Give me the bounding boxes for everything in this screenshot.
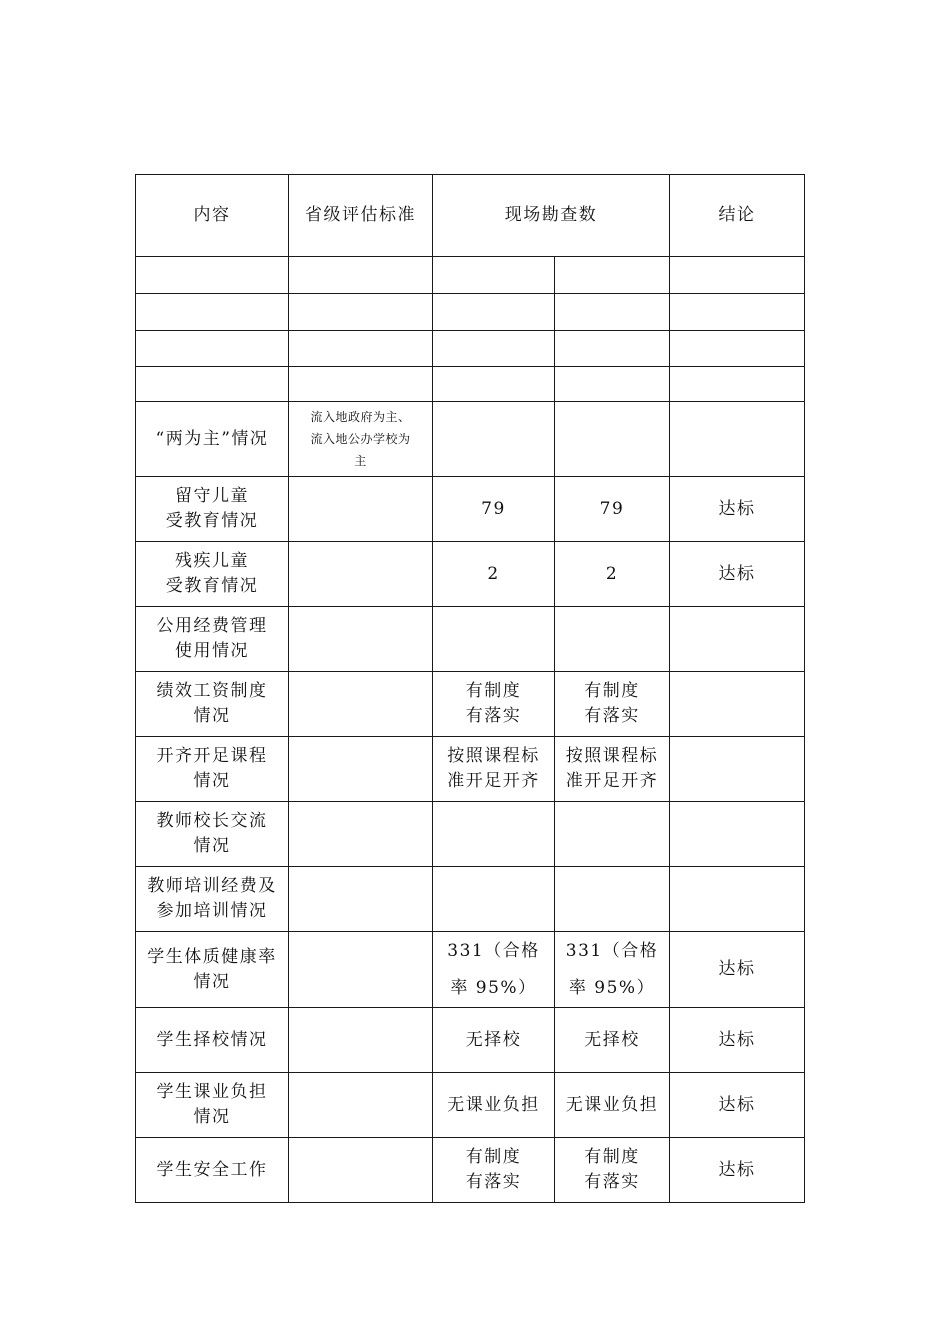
cell-onsite-2 [555, 367, 670, 402]
table-row [136, 737, 805, 802]
table-row [136, 331, 805, 367]
cell-conclusion [670, 672, 805, 737]
table-row [136, 802, 805, 867]
cell-onsite-1 [433, 257, 555, 294]
cell-standard [289, 672, 433, 737]
cell-standard [289, 737, 433, 802]
cell-content: 学生择校情况 [136, 1008, 289, 1073]
cell-onsite-1 [433, 331, 555, 367]
cell-content: 公用经费管理 使用情况 [136, 607, 289, 672]
cell-onsite-2: 有制度 有落实 [555, 1138, 670, 1203]
cell-onsite-2: 无择校 [555, 1008, 670, 1073]
cell-conclusion: 达标 [670, 1073, 805, 1138]
cell-content: 残疾儿童 受教育情况 [136, 542, 289, 607]
cell-onsite-1 [433, 867, 555, 932]
cell-standard [289, 367, 433, 402]
cell-standard [289, 257, 433, 294]
table-row [136, 932, 805, 1008]
header-conclusion: 结论 [670, 175, 805, 257]
cell-conclusion: 达标 [670, 542, 805, 607]
table-row [136, 607, 805, 672]
cell-onsite-2 [555, 331, 670, 367]
cell-content: 留守儿童 受教育情况 [136, 477, 289, 542]
cell-onsite-1 [433, 802, 555, 867]
table-row [136, 1073, 805, 1138]
cell-onsite-2: 有制度 有落实 [555, 672, 670, 737]
cell-standard [289, 802, 433, 867]
cell-standard [289, 331, 433, 367]
cell-onsite-2 [555, 867, 670, 932]
table-row [136, 294, 805, 331]
cell-onsite-2 [555, 257, 670, 294]
header-onsite-count: 现场勘查数 [433, 175, 670, 257]
table-row [136, 477, 805, 542]
cell-onsite-1: 无择校 [433, 1008, 555, 1073]
cell-content [136, 257, 289, 294]
cell-onsite-2: 2 [555, 542, 670, 607]
cell-content [136, 294, 289, 331]
table-row [136, 402, 805, 477]
cell-onsite-2: 331（合格 率 95%） [555, 932, 670, 1008]
cell-onsite-1 [433, 402, 555, 477]
cell-conclusion [670, 257, 805, 294]
cell-conclusion: 达标 [670, 1138, 805, 1203]
cell-content: 教师校长交流 情况 [136, 802, 289, 867]
cell-content: 绩效工资制度 情况 [136, 672, 289, 737]
cell-conclusion: 达标 [670, 477, 805, 542]
cell-onsite-1: 2 [433, 542, 555, 607]
cell-standard [289, 867, 433, 932]
cell-standard [289, 1073, 433, 1138]
cell-content: 教师培训经费及 参加培训情况 [136, 867, 289, 932]
cell-onsite-2: 按照课程标 准开足开齐 [555, 737, 670, 802]
table-row [136, 257, 805, 294]
cell-content [136, 331, 289, 367]
cell-content: 学生课业负担 情况 [136, 1073, 289, 1138]
cell-standard [289, 607, 433, 672]
cell-conclusion [670, 867, 805, 932]
cell-content [136, 367, 289, 402]
cell-standard [289, 1138, 433, 1203]
cell-standard [289, 932, 433, 1008]
table-row [136, 542, 805, 607]
cell-onsite-1 [433, 367, 555, 402]
cell-standard [289, 1008, 433, 1073]
cell-onsite-2 [555, 607, 670, 672]
evaluation-table [135, 174, 805, 1203]
cell-conclusion [670, 367, 805, 402]
cell-onsite-1 [433, 294, 555, 331]
cell-conclusion [670, 737, 805, 802]
cell-onsite-1: 按照课程标 准开足开齐 [433, 737, 555, 802]
table-row [136, 1008, 805, 1073]
cell-conclusion: 达标 [670, 932, 805, 1008]
cell-onsite-2 [555, 402, 670, 477]
cell-standard [289, 477, 433, 542]
cell-onsite-1 [433, 607, 555, 672]
cell-onsite-2 [555, 802, 670, 867]
cell-onsite-1: 无课业负担 [433, 1073, 555, 1138]
table-row [136, 867, 805, 932]
cell-onsite-1: 有制度 有落实 [433, 1138, 555, 1203]
cell-conclusion: 达标 [670, 1008, 805, 1073]
cell-onsite-2 [555, 294, 670, 331]
header-standard: 省级评估标准 [289, 175, 433, 257]
cell-conclusion [670, 802, 805, 867]
cell-content: 学生体质健康率 情况 [136, 932, 289, 1008]
cell-onsite-2: 无课业负担 [555, 1073, 670, 1138]
cell-onsite-1: 有制度 有落实 [433, 672, 555, 737]
cell-content: 开齐开足课程 情况 [136, 737, 289, 802]
cell-conclusion [670, 402, 805, 477]
header-row [136, 175, 805, 257]
table-row [136, 367, 805, 402]
cell-onsite-1: 331（合格 率 95%） [433, 932, 555, 1008]
cell-content: “两为主”情况 [136, 402, 289, 477]
cell-onsite-1: 79 [433, 477, 555, 542]
cell-content: 学生安全工作 [136, 1138, 289, 1203]
cell-conclusion [670, 607, 805, 672]
cell-standard [289, 542, 433, 607]
cell-onsite-2: 79 [555, 477, 670, 542]
cell-conclusion [670, 331, 805, 367]
table-row [136, 1138, 805, 1203]
cell-conclusion [670, 294, 805, 331]
table-row [136, 672, 805, 737]
cell-standard [289, 294, 433, 331]
header-content: 内容 [136, 175, 289, 257]
cell-standard: 流入地政府为主、 流入地公办学校为 主 [289, 402, 433, 477]
